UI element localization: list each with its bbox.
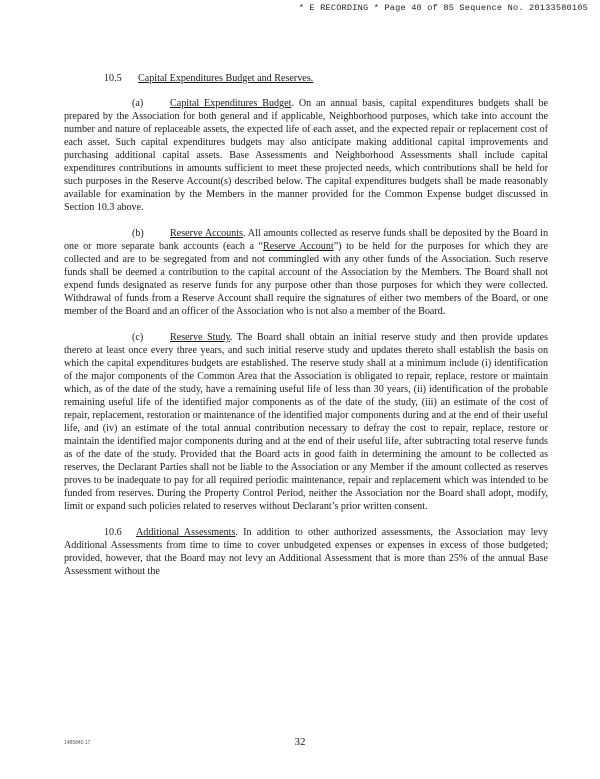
paragraph-text: . In addition to other authorized assessments, the Association may levy Additional Assessments from time to time to cover unbudgeted expenses or expenses in excess of those budgeted; provided, however, that the Board may not levy an Additional Assessment that is more than 25% of the annual Base Assessment without the — [64, 527, 548, 577]
paragraph-text: . The Board shall obtain an initial reserve study and then provide updates thereto at least once every three years, and such initial reserve study and updates thereto shall establish the basis on which the capital expenditures budgets are established. The reserve study shall at a minimum include (i) identification of the major components of the Common Area that the Association is obligated to repair, replace, restore or maintain which, as of the date of the study, have a remaining useful life of less than 30 years, (ii) identification of the probable remaining useful life of the identified major components as of the date of the study, (iii) an estimate of the cost of repair, replacement, restoration or maintenance of the identified major components during and at the end of their useful life, and (iv) an estimate of the total annual contribution necessary to defray the cost to repair, replace, restore or maintain the identified major components during and at the end of their useful life, after subtracting total reserve funds as of the date of the study. Provided that the Board acts in good faith in determining the amount to be collected as reserves, the Declarant Parties shall not be liable to the Association or any Member if the amount collected as reserves proves to be inadequate to pay for all required periodic maintenance, repair and replacement which was intended to be funded from reserves. During the Property Control Period, neither the Association nor the Board shall adopt, modify, limit or expand such policies related to reserves without Declarant’s prior written consent. — [64, 332, 549, 512]
paragraph-label: (c) — [132, 332, 144, 343]
paragraph-text: . On an annual basis, capital expenditures budgets shall be prepared by the Association for both general and if applicable, Neighborhood purposes, which take into account the number and nature of replaceable assets, the expected life of each asset, and the expected repair or replacement cost of each asset. Such capital expenditures budgets may also anticipate making additional capital improvements and purchasing additional capital assets. Base Assessments and Neighborhood Assessments shall include capital expenditures contributions in amounts sufficient to meet these projected needs, which contributions shall be held for such purposes in the Reserve Account(s) described below. The capital expenditures budgets shall be made reasonably available for examination by the Members in the manner provided for the Common Expense budget discussed in Section 10.3 above. — [64, 98, 548, 213]
paragraph-text: ”) to be held for the purposes for which they are collected and are to be segregated from and not commingled with any other funds of the Association. Such reserve funds shall be deemed a contribution to the capital account of the Association by the Members. The Board shall not expend funds designated as reserve funds for any purpose other than those purposes for which they were collected. Withdrawal of funds from a Reserve Account shall require the signatures of either two members of the Board, or one member of the Board and an officer of the Association who is not also a member of the Board. — [64, 241, 548, 317]
section-title: Additional Assessments — [136, 527, 236, 538]
document-body — [64, 72, 548, 578]
defined-term: Reserve Account — [262, 241, 334, 252]
section-10-6 — [64, 526, 548, 578]
paragraph-text: . All amounts collected as reserve funds shall be deposited by the Board in one or more separate bank accounts (each a “ — [64, 228, 548, 252]
paragraph-title: Capital Expenditures Budget — [170, 98, 292, 109]
paragraph-c — [64, 331, 548, 513]
paragraph-label: (a) — [132, 98, 144, 109]
section-number: 10.6 — [104, 527, 122, 538]
paragraph-a — [64, 97, 548, 214]
document-code: 1485840.17 — [64, 740, 91, 746]
paragraph-label: (b) — [132, 228, 144, 239]
paragraph-title: Reserve Study — [170, 332, 230, 343]
page-number: 32 — [294, 736, 306, 748]
recording-header: * E RECORDING * Page 40 of 85 Sequence No. 20133580105 — [298, 3, 588, 13]
section-title: Capital Expenditures Budget and Reserves. — [138, 73, 314, 84]
section-number: 10.5 — [104, 73, 122, 84]
section-10-5-heading — [104, 72, 548, 85]
paragraph-title: Reserve Accounts — [170, 228, 243, 239]
paragraph-b — [64, 227, 548, 318]
